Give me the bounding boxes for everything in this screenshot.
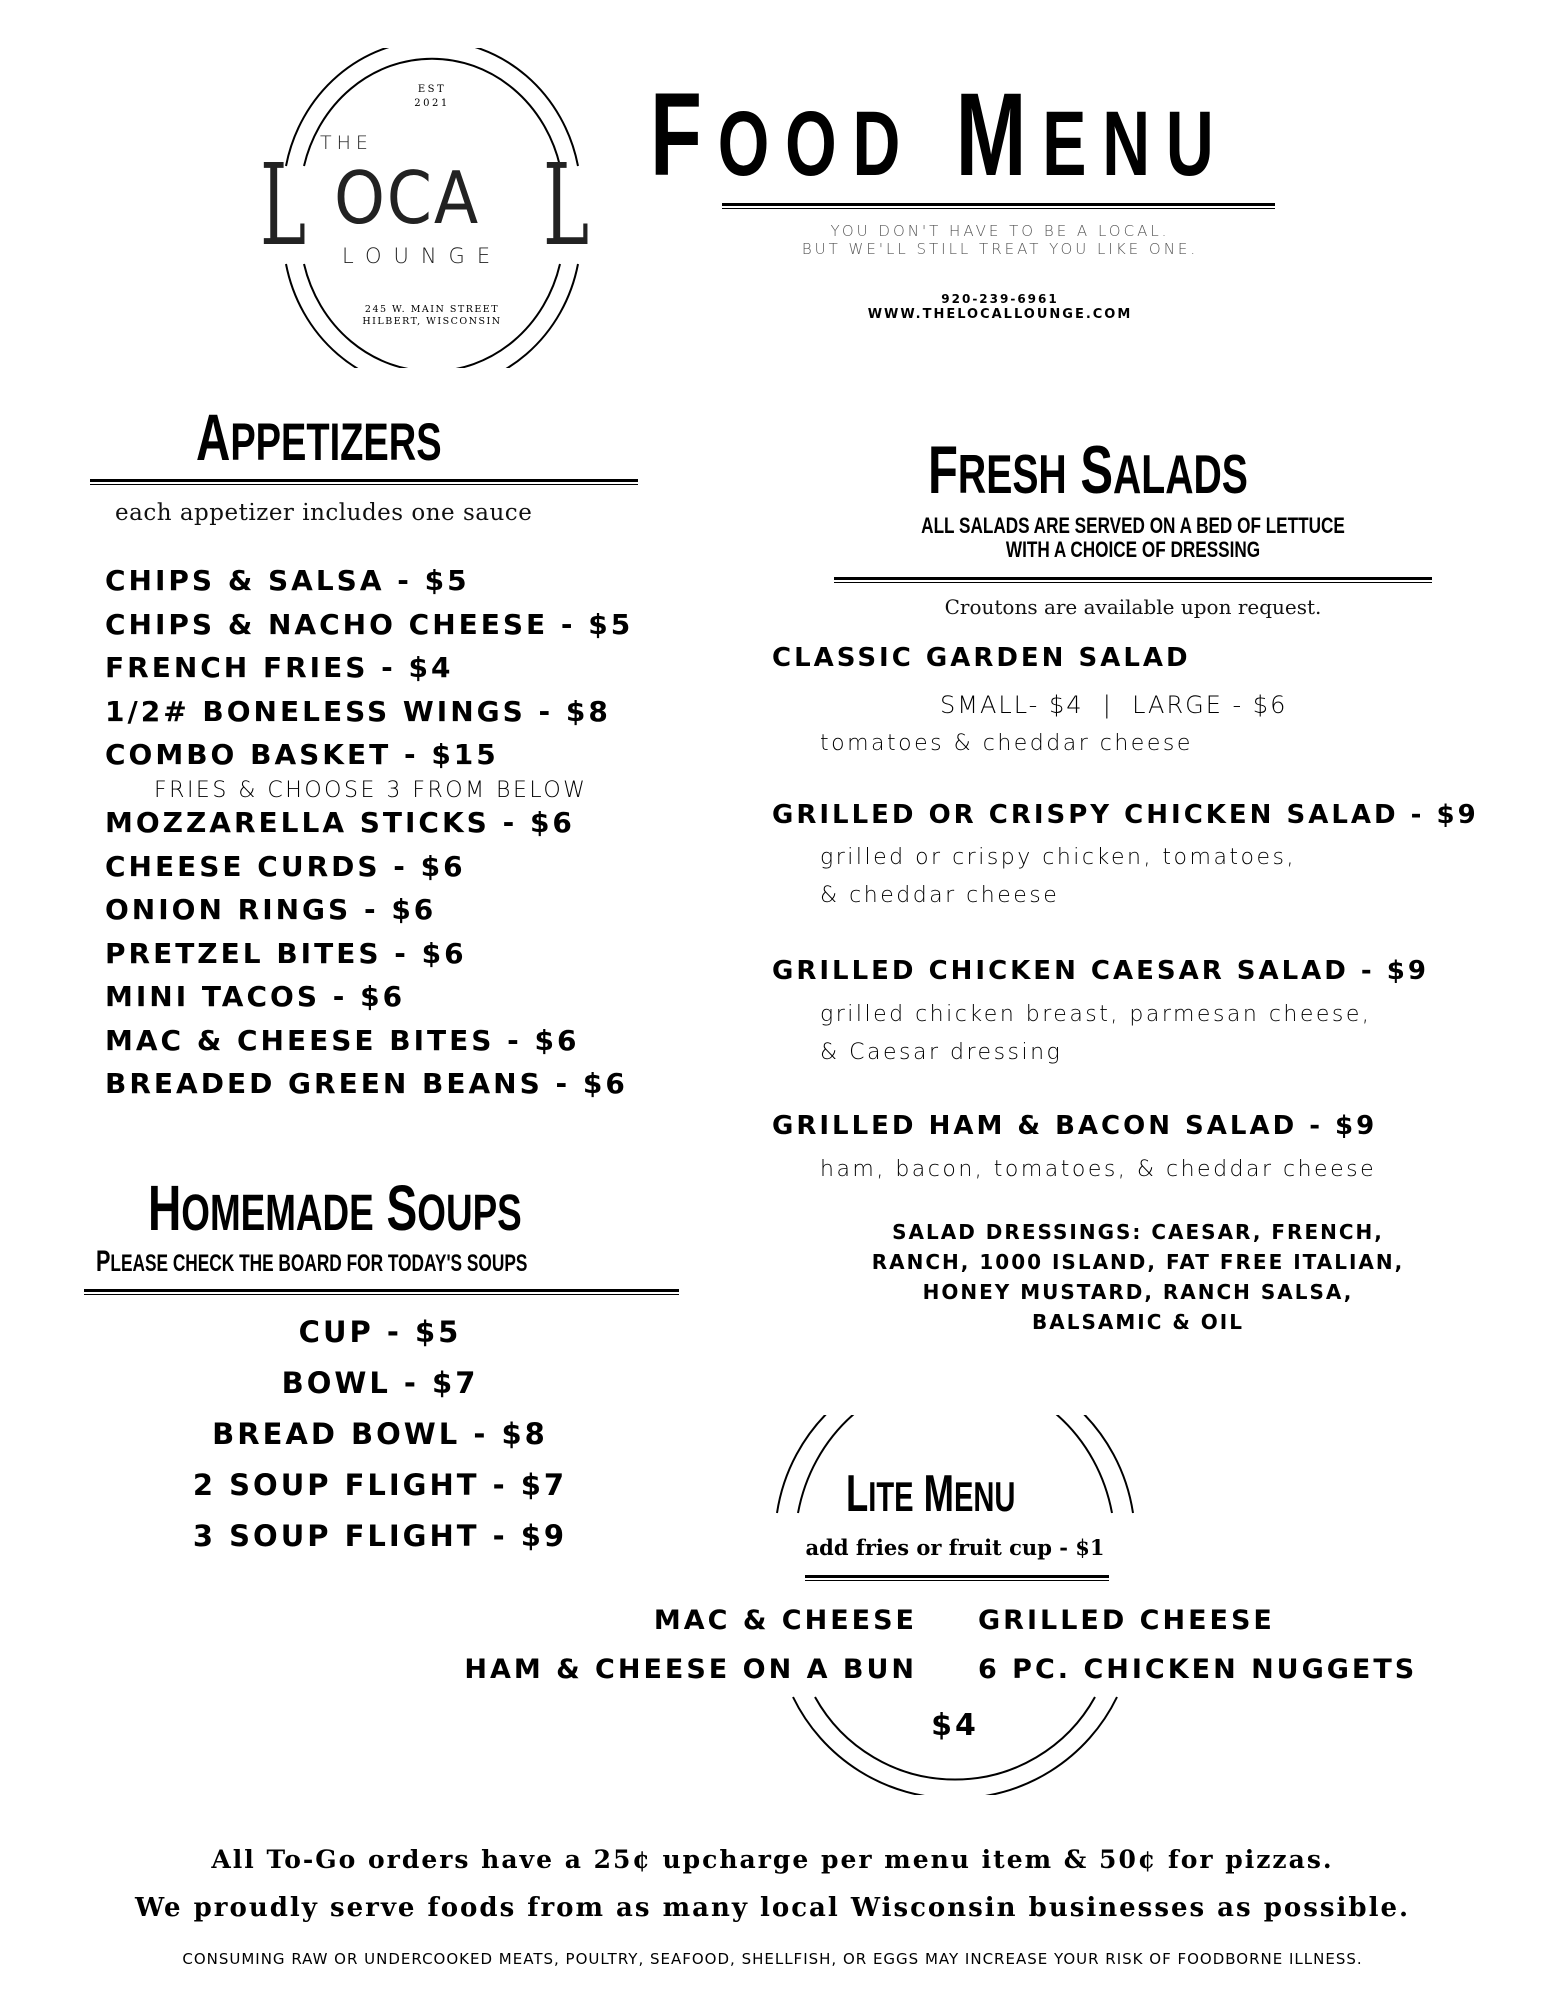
lite-heading-ite: ITE (868, 1473, 914, 1520)
title-enu: ENU (1042, 93, 1230, 195)
menu-item: CHIPS & NACHO CHEESE - $5 (105, 607, 634, 641)
logo (262, 48, 602, 368)
salad-item-name: CLASSIC GARDEN SALAD (772, 643, 1191, 673)
menu-item: CHIPS & SALSA - $5 (105, 564, 470, 597)
phone-number: 920-239-6961 (941, 292, 1059, 306)
menu-item: 3 SOUP FLIGHT - $9 (192, 1519, 568, 1553)
salad-item-name: GRILLED HAM & BACON SALAD - $9 (772, 1111, 1378, 1141)
soups-heading-s: S (386, 1172, 418, 1244)
website: WWW.THELOCALLOUNGE.COM (867, 307, 1133, 322)
menu-item: BREAD BOWL - $8 (212, 1417, 548, 1451)
salad-desc: grilled chicken breast, parmesan cheese, (820, 1002, 1372, 1027)
menu-item: GRILLED CHEESE (978, 1605, 1275, 1636)
page-title (650, 69, 1230, 203)
logo-l-last: L (543, 141, 590, 271)
salad-item-name: GRILLED CHICKEN CAESAR SALAD - $9 (772, 956, 1429, 986)
salad-item-name: GRILLED OR CRISPY CHICKEN SALAD - $9 (772, 800, 1479, 830)
salad-dressings (838, 1217, 1438, 1337)
logo-est: EST (417, 84, 447, 95)
lite-menu-divider (805, 1575, 1109, 1581)
soups-subtitle (96, 1247, 527, 1279)
menu-item: MINI TACOS - $6 (105, 980, 406, 1013)
appetizers-list (105, 559, 633, 777)
salad-desc: & cheddar cheese (820, 883, 1060, 908)
salad-sizes: SMALL- $4 | LARGE - $6 (940, 691, 1288, 719)
appetizers-heading-rest: PPETIZERS (230, 413, 442, 472)
salads-heading (928, 432, 1248, 509)
soups-heading (148, 1172, 522, 1245)
soups-heading-h: H (148, 1172, 182, 1244)
salad-desc: grilled or crispy chicken, tomatoes, (820, 845, 1297, 870)
menu-item: MAC & CHEESE (653, 1605, 917, 1636)
salad-desc: & Caesar dressing (820, 1040, 1063, 1065)
salads-subtitle-line2: WITH A CHOICE OF DRESSING (1005, 537, 1261, 562)
menu-item: 1/2# BONELESS WINGS - $8 (105, 694, 611, 728)
salads-heading-f: F (928, 432, 958, 508)
lite-items-left (464, 1596, 917, 1694)
lite-heading-enu: ENU (953, 1473, 1016, 1520)
logo-l-first: L (260, 141, 307, 271)
salads-subtitle-line1: ALL SALADS ARE SERVED ON A BED OF LETTUCE (921, 513, 1345, 538)
logo-the: THE (320, 132, 373, 154)
salad-desc: tomatoes & cheddar cheese (820, 731, 1193, 756)
logo-oca: OCA (334, 156, 480, 240)
menu-item: COMBO BASKET - $15 (105, 738, 499, 771)
combo-items-list (105, 801, 628, 1106)
tagline-line1: YOU DON'T HAVE TO BE A LOCAL. (830, 222, 1170, 240)
logo-address-line1: 245 W. MAIN STREET (364, 304, 500, 315)
salads-heading-s: S (1080, 432, 1113, 508)
tagline-line2: BUT WE'LL STILL TREAT YOU LIKE ONE. (801, 240, 1199, 258)
logo-address-line2: HILBERT, WISCONSIN (362, 316, 502, 327)
menu-item: BREADED GREEN BEANS - $6 (105, 1067, 628, 1100)
combo-note: FRIES & CHOOSE 3 FROM BELOW (154, 778, 588, 803)
salads-divider (834, 577, 1432, 583)
lite-menu-price: $4 (931, 1708, 979, 1743)
dressings-line: BALSAMIC & OIL (1032, 1310, 1244, 1334)
menu-item: MOZZARELLA STICKS - $6 (105, 806, 575, 839)
food-safety-disclaimer: CONSUMING RAW OR UNDERCOOKED MEATS, POULTRY, SEAFOOD, SHELLFISH, OR EGGS MAY INCREASE YOUR RISK OF FOODBORNE ILLNESS. (182, 1950, 1363, 1968)
menu-item: 6 PC. CHICKEN NUGGETS (978, 1654, 1418, 1685)
salads-note: Croutons are available upon request. (944, 595, 1322, 619)
title-f: F (650, 69, 718, 201)
soups-list (80, 1307, 680, 1562)
salads-subtitle (783, 514, 1483, 562)
menu-item: 2 SOUP FLIGHT - $7 (192, 1468, 568, 1502)
appetizers-subtitle: each appetizer includes one sauce (115, 500, 533, 526)
soups-divider (84, 1289, 679, 1295)
menu-item: HAM & CHEESE ON A BUN (464, 1654, 917, 1685)
appetizers-heading-first: A (196, 400, 231, 474)
menu-item: ONION RINGS - $6 (105, 893, 437, 926)
menu-item: PRETZEL BITES - $6 (105, 936, 467, 970)
local-note: We proudly serve foods from as many local Wisconsin businesses as possible. (134, 1893, 1411, 1923)
soups-subtitle-rest: LEASE CHECK THE BOARD FOR TODAY'S SOUPS (110, 1250, 528, 1277)
lite-heading-m: M (923, 1465, 954, 1523)
logo-lounge: LOUNGE (342, 244, 503, 268)
title-m: M (955, 69, 1043, 201)
header-divider (722, 203, 1275, 209)
menu-item: CHEESE CURDS - $6 (105, 849, 466, 883)
soups-heading-oups: OUPS (417, 1184, 522, 1241)
appetizers-heading (196, 400, 442, 476)
logo-year: 2021 (414, 98, 450, 109)
togo-note: All To-Go orders have a 25¢ upcharge per menu item & 50¢ for pizzas. (211, 1845, 1334, 1874)
soups-heading-omemade: OMEMADE (181, 1184, 374, 1241)
dressings-line: HONEY MUSTARD, RANCH SALSA, (922, 1280, 1354, 1304)
menu-item: FRENCH FRIES - $4 (105, 651, 454, 684)
lite-menu-subtitle: add fries or fruit cup - $1 (805, 1535, 1105, 1560)
lite-heading-l: L (846, 1465, 869, 1523)
menu-item: MAC & CHEESE BITES - $6 (105, 1023, 580, 1057)
lite-menu-heading (846, 1465, 1016, 1523)
menu-item: CUP - $5 (298, 1315, 462, 1349)
lite-items-right (978, 1596, 1417, 1694)
title-ood: OOD (717, 93, 917, 195)
menu-item: BOWL - $7 (281, 1366, 479, 1400)
soups-subtitle-p: P (96, 1245, 111, 1278)
appetizers-divider (90, 479, 638, 485)
salad-desc: ham, bacon, tomatoes, & cheddar cheese (820, 1157, 1377, 1182)
salads-heading-resh: RESH (957, 444, 1067, 505)
salads-heading-alads: ALADS (1112, 444, 1248, 505)
dressings-line: RANCH, 1000 ISLAND, FAT FREE ITALIAN, (871, 1250, 1405, 1274)
dressings-line: SALAD DRESSINGS: CAESAR, FRENCH, (892, 1220, 1384, 1244)
